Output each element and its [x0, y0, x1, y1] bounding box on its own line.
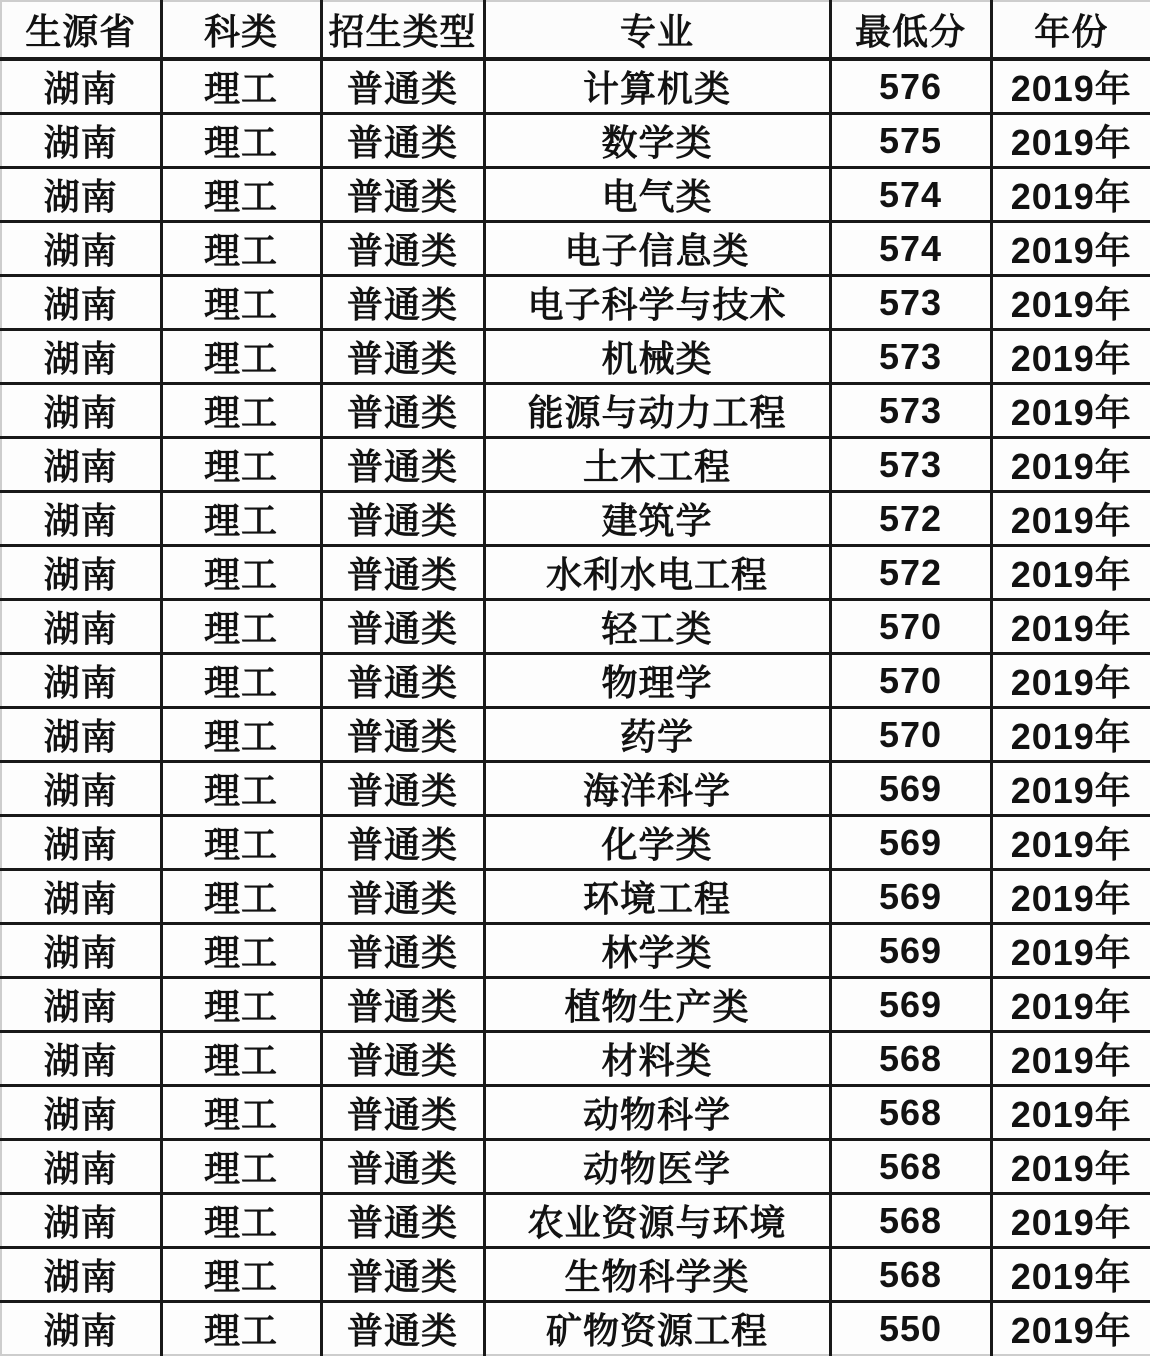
cell-source-province: 湖南 — [1, 59, 161, 114]
cell-year: 2019年 — [991, 870, 1150, 924]
cell-major: 农业资源与环境 — [484, 1194, 830, 1248]
table-row — [1, 114, 1150, 168]
table-row — [1, 816, 1150, 870]
cell-subject-category: 理工 — [161, 438, 321, 492]
cell-min-score: 569 — [830, 762, 991, 816]
cell-year: 2019年 — [991, 492, 1150, 546]
cell-source-province: 湖南 — [1, 762, 161, 816]
cell-subject-category: 理工 — [161, 492, 321, 546]
table-row — [1, 654, 1150, 708]
cell-enrollment-type: 普通类 — [321, 654, 484, 708]
cell-subject-category: 理工 — [161, 222, 321, 276]
cell-source-province: 湖南 — [1, 492, 161, 546]
cell-source-province: 湖南 — [1, 870, 161, 924]
cell-min-score: 568 — [830, 1248, 991, 1302]
table-row — [1, 59, 1150, 114]
cell-year: 2019年 — [991, 1086, 1150, 1140]
table-row — [1, 924, 1150, 978]
table-row — [1, 1194, 1150, 1248]
cell-subject-category: 理工 — [161, 1032, 321, 1086]
cell-source-province: 湖南 — [1, 330, 161, 384]
cell-enrollment-type: 普通类 — [321, 1302, 484, 1356]
cell-enrollment-type: 普通类 — [321, 1140, 484, 1194]
cell-enrollment-type: 普通类 — [321, 1032, 484, 1086]
cell-year: 2019年 — [991, 384, 1150, 438]
cell-source-province: 湖南 — [1, 924, 161, 978]
cell-year: 2019年 — [991, 330, 1150, 384]
table-row — [1, 276, 1150, 330]
cell-source-province: 湖南 — [1, 384, 161, 438]
cell-subject-category: 理工 — [161, 1194, 321, 1248]
cell-source-province: 湖南 — [1, 708, 161, 762]
cell-year: 2019年 — [991, 546, 1150, 600]
cell-year: 2019年 — [991, 978, 1150, 1032]
table-row — [1, 546, 1150, 600]
cell-subject-category: 理工 — [161, 816, 321, 870]
table-row — [1, 870, 1150, 924]
cell-min-score: 569 — [830, 816, 991, 870]
cell-year: 2019年 — [991, 654, 1150, 708]
cell-min-score: 572 — [830, 492, 991, 546]
cell-min-score: 550 — [830, 1302, 991, 1356]
cell-major: 物理学 — [484, 654, 830, 708]
cell-major: 电气类 — [484, 168, 830, 222]
cell-min-score: 573 — [830, 438, 991, 492]
cell-year: 2019年 — [991, 1140, 1150, 1194]
cell-min-score: 575 — [830, 114, 991, 168]
cell-source-province: 湖南 — [1, 1140, 161, 1194]
cell-subject-category: 理工 — [161, 59, 321, 114]
table-row — [1, 1248, 1150, 1302]
cell-year: 2019年 — [991, 762, 1150, 816]
cell-major: 药学 — [484, 708, 830, 762]
cell-year: 2019年 — [991, 168, 1150, 222]
cell-subject-category: 理工 — [161, 600, 321, 654]
cell-subject-category: 理工 — [161, 654, 321, 708]
table-row — [1, 1140, 1150, 1194]
cell-year: 2019年 — [991, 1032, 1150, 1086]
cell-major: 建筑学 — [484, 492, 830, 546]
header-year: 年份 — [991, 1, 1150, 59]
cell-min-score: 568 — [830, 1086, 991, 1140]
table-row — [1, 978, 1150, 1032]
cell-major: 材料类 — [484, 1032, 830, 1086]
cell-source-province: 湖南 — [1, 978, 161, 1032]
table-row — [1, 492, 1150, 546]
cell-min-score: 574 — [830, 168, 991, 222]
cell-enrollment-type: 普通类 — [321, 762, 484, 816]
cell-subject-category: 理工 — [161, 546, 321, 600]
cell-year: 2019年 — [991, 924, 1150, 978]
cell-source-province: 湖南 — [1, 114, 161, 168]
cell-enrollment-type: 普通类 — [321, 168, 484, 222]
cell-major: 海洋科学 — [484, 762, 830, 816]
cell-year: 2019年 — [991, 1248, 1150, 1302]
cell-enrollment-type: 普通类 — [321, 1248, 484, 1302]
cell-subject-category: 理工 — [161, 1086, 321, 1140]
cell-source-province: 湖南 — [1, 546, 161, 600]
cell-enrollment-type: 普通类 — [321, 438, 484, 492]
cell-subject-category: 理工 — [161, 384, 321, 438]
cell-min-score: 568 — [830, 1140, 991, 1194]
cell-enrollment-type: 普通类 — [321, 1086, 484, 1140]
cell-subject-category: 理工 — [161, 924, 321, 978]
table-row — [1, 222, 1150, 276]
cell-source-province: 湖南 — [1, 1032, 161, 1086]
cell-major: 土木工程 — [484, 438, 830, 492]
cell-min-score: 573 — [830, 276, 991, 330]
header-source-province: 生源省 — [1, 1, 161, 59]
cell-min-score: 572 — [830, 546, 991, 600]
cell-subject-category: 理工 — [161, 1140, 321, 1194]
cell-year: 2019年 — [991, 708, 1150, 762]
cell-subject-category: 理工 — [161, 1248, 321, 1302]
cell-min-score: 570 — [830, 708, 991, 762]
cell-subject-category: 理工 — [161, 168, 321, 222]
cell-min-score: 570 — [830, 654, 991, 708]
cell-major: 动物科学 — [484, 1086, 830, 1140]
cell-major: 能源与动力工程 — [484, 384, 830, 438]
cell-year: 2019年 — [991, 600, 1150, 654]
cell-subject-category: 理工 — [161, 114, 321, 168]
cell-year: 2019年 — [991, 438, 1150, 492]
cell-subject-category: 理工 — [161, 276, 321, 330]
cell-major: 机械类 — [484, 330, 830, 384]
cell-major: 矿物资源工程 — [484, 1302, 830, 1356]
cell-min-score: 568 — [830, 1032, 991, 1086]
cell-major: 水利水电工程 — [484, 546, 830, 600]
cell-min-score: 569 — [830, 978, 991, 1032]
cell-enrollment-type: 普通类 — [321, 924, 484, 978]
header-row — [1, 1, 1150, 59]
cell-enrollment-type: 普通类 — [321, 1194, 484, 1248]
table-row — [1, 168, 1150, 222]
cell-min-score: 573 — [830, 330, 991, 384]
cell-year: 2019年 — [991, 59, 1150, 114]
cell-enrollment-type: 普通类 — [321, 384, 484, 438]
cell-subject-category: 理工 — [161, 708, 321, 762]
table-row — [1, 1086, 1150, 1140]
cell-major: 生物科学类 — [484, 1248, 830, 1302]
cell-subject-category: 理工 — [161, 330, 321, 384]
cell-source-province: 湖南 — [1, 276, 161, 330]
cell-min-score: 569 — [830, 924, 991, 978]
table-row — [1, 438, 1150, 492]
header-subject-category: 科类 — [161, 1, 321, 59]
table-row — [1, 1302, 1150, 1356]
cell-major: 林学类 — [484, 924, 830, 978]
cell-year: 2019年 — [991, 1302, 1150, 1356]
table-row — [1, 600, 1150, 654]
header-enrollment-type: 招生类型 — [321, 1, 484, 59]
cell-major: 环境工程 — [484, 870, 830, 924]
cell-major: 数学类 — [484, 114, 830, 168]
header-major: 专业 — [484, 1, 830, 59]
cell-major: 计算机类 — [484, 59, 830, 114]
cell-min-score: 574 — [830, 222, 991, 276]
cell-min-score: 576 — [830, 59, 991, 114]
cell-enrollment-type: 普通类 — [321, 59, 484, 114]
cell-min-score: 569 — [830, 870, 991, 924]
cell-source-province: 湖南 — [1, 1086, 161, 1140]
cell-major: 电子信息类 — [484, 222, 830, 276]
table-row — [1, 384, 1150, 438]
table-body — [1, 59, 1150, 1355]
cell-subject-category: 理工 — [161, 978, 321, 1032]
cell-enrollment-type: 普通类 — [321, 222, 484, 276]
cell-source-province: 湖南 — [1, 168, 161, 222]
cell-source-province: 湖南 — [1, 600, 161, 654]
cell-enrollment-type: 普通类 — [321, 708, 484, 762]
cell-enrollment-type: 普通类 — [321, 330, 484, 384]
cell-major: 轻工类 — [484, 600, 830, 654]
cell-year: 2019年 — [991, 816, 1150, 870]
table-row — [1, 330, 1150, 384]
cell-major: 电子科学与技术 — [484, 276, 830, 330]
cell-source-province: 湖南 — [1, 1302, 161, 1356]
cell-enrollment-type: 普通类 — [321, 816, 484, 870]
header-min-score: 最低分 — [830, 1, 991, 59]
cell-source-province: 湖南 — [1, 1248, 161, 1302]
cell-subject-category: 理工 — [161, 1302, 321, 1356]
cell-source-province: 湖南 — [1, 816, 161, 870]
cell-min-score: 568 — [830, 1194, 991, 1248]
cell-enrollment-type: 普通类 — [321, 492, 484, 546]
cell-subject-category: 理工 — [161, 870, 321, 924]
cell-major: 植物生产类 — [484, 978, 830, 1032]
cell-source-province: 湖南 — [1, 654, 161, 708]
cell-min-score: 573 — [830, 384, 991, 438]
cell-enrollment-type: 普通类 — [321, 600, 484, 654]
cell-major: 动物医学 — [484, 1140, 830, 1194]
cell-year: 2019年 — [991, 276, 1150, 330]
table-row — [1, 1032, 1150, 1086]
cell-year: 2019年 — [991, 114, 1150, 168]
cell-major: 化学类 — [484, 816, 830, 870]
cell-min-score: 570 — [830, 600, 991, 654]
table-row — [1, 762, 1150, 816]
cell-enrollment-type: 普通类 — [321, 546, 484, 600]
table-row — [1, 708, 1150, 762]
cell-enrollment-type: 普通类 — [321, 870, 484, 924]
cell-source-province: 湖南 — [1, 438, 161, 492]
cell-subject-category: 理工 — [161, 762, 321, 816]
cell-source-province: 湖南 — [1, 222, 161, 276]
cell-enrollment-type: 普通类 — [321, 978, 484, 1032]
cell-year: 2019年 — [991, 1194, 1150, 1248]
cell-enrollment-type: 普通类 — [321, 114, 484, 168]
cell-enrollment-type: 普通类 — [321, 276, 484, 330]
cell-year: 2019年 — [991, 222, 1150, 276]
cell-source-province: 湖南 — [1, 1194, 161, 1248]
